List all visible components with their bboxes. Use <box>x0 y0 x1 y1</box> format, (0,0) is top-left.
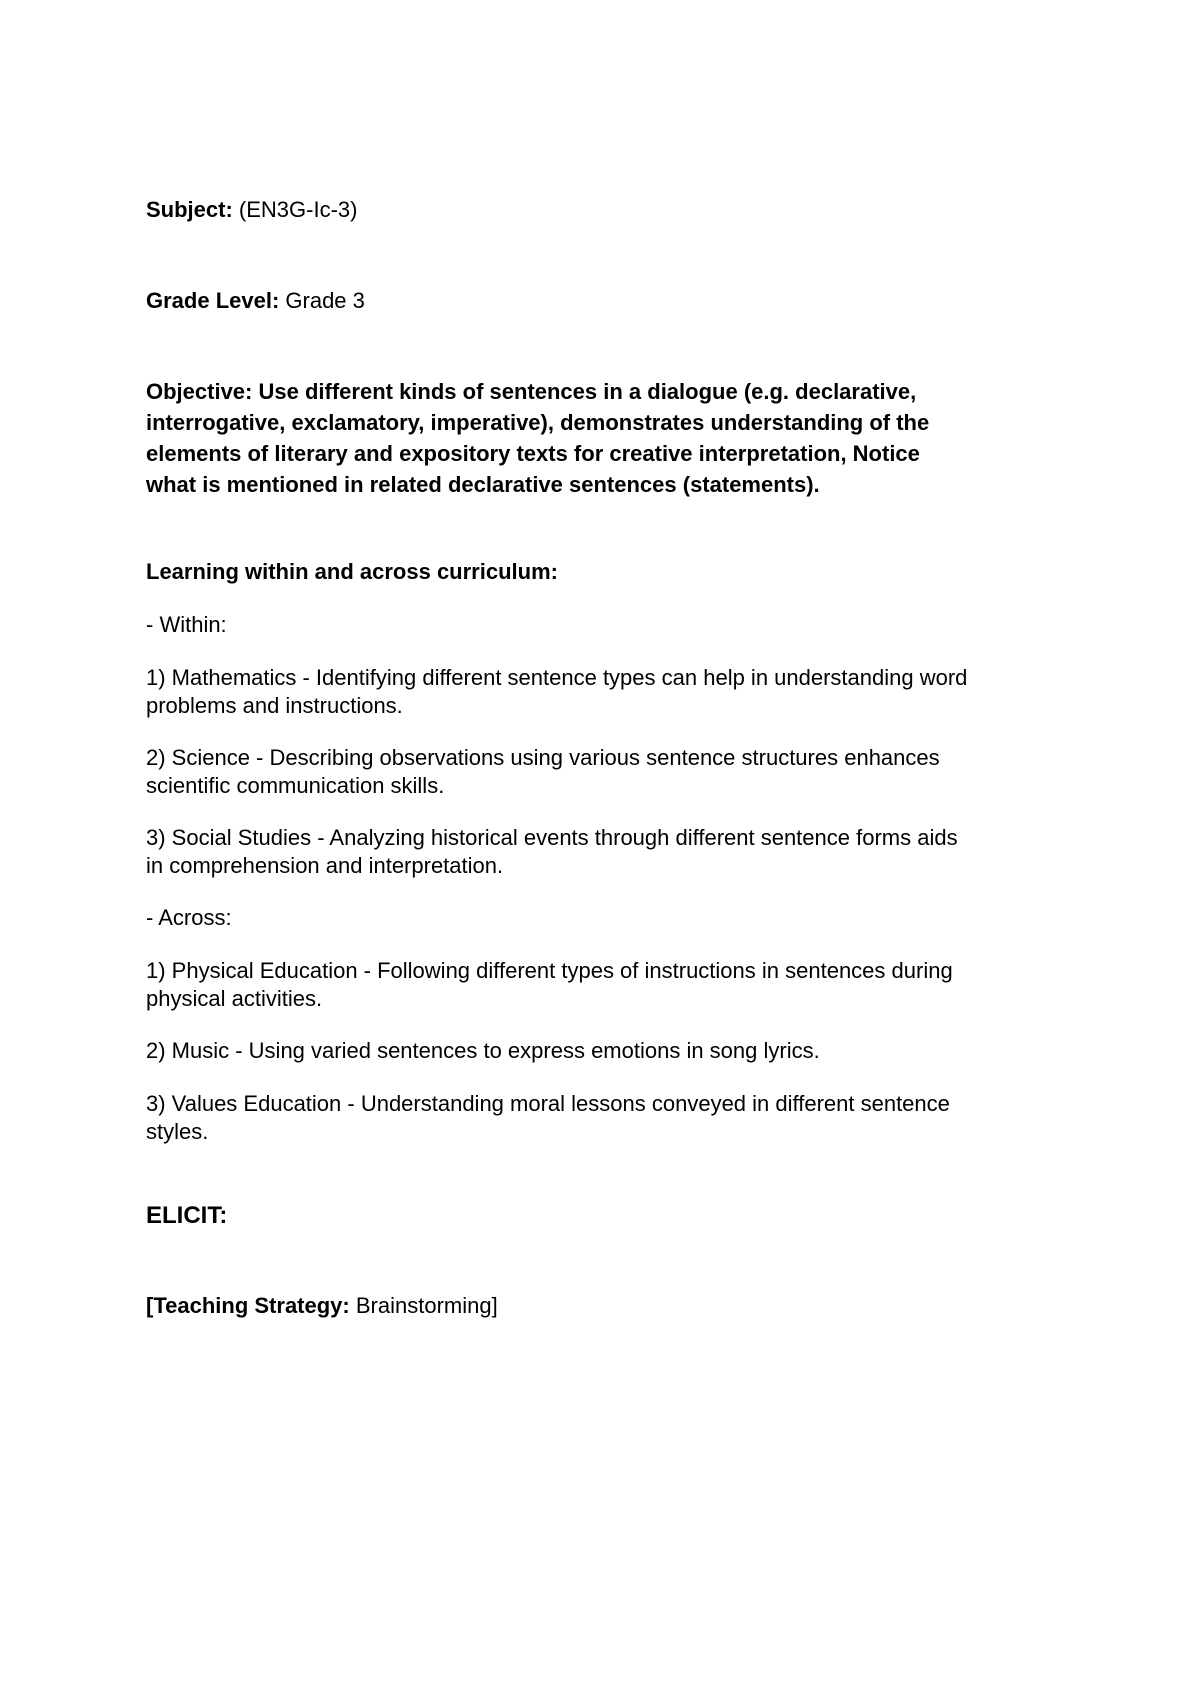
teaching-strategy-open-bracket: [ <box>146 1293 154 1318</box>
objective-line-2: interrogative, exclamatory, imperative), demonstrates understanding of the <box>146 410 930 435</box>
teaching-strategy-line <box>146 1292 498 1320</box>
across-item-1-line-2: physical activities. <box>146 986 323 1011</box>
within-item-2-line-1: 2) Science - Describing observations using various sentence structures enhances <box>146 745 940 770</box>
objective-line-4: what is mentioned in related declarative sentences (statements). <box>146 472 820 497</box>
grade-level-line <box>146 287 365 315</box>
across-item-3-line-1: 3) Values Education - Understanding moral lessons conveyed in different sentence <box>146 1091 950 1116</box>
teaching-strategy-value: Brainstorming] <box>349 1293 498 1318</box>
across-item-3-line-2: styles. <box>146 1119 209 1144</box>
subject-label: Subject: <box>146 197 233 222</box>
across-label: - Across: <box>146 905 232 930</box>
elicit-heading: ELICIT: <box>146 1202 228 1229</box>
subject-line <box>146 196 357 224</box>
within-item-3-line-1: 3) Social Studies - Analyzing historical events through different sentence forms aids <box>146 825 958 850</box>
grade-level-value: Grade 3 <box>279 288 365 313</box>
across-item-1-line-1: 1) Physical Education - Following different types of instructions in sentences during <box>146 958 953 983</box>
within-item-3-line-2: in comprehension and interpretation. <box>146 853 504 878</box>
objective-line-1 <box>146 378 916 406</box>
within-item-1-line-2: problems and instructions. <box>146 693 403 718</box>
objective-text-1: Use different kinds of sentences in a dialogue (e.g. declarative, <box>252 379 917 404</box>
across-item-2-line-1: 2) Music - Using varied sentences to express emotions in song lyrics. <box>146 1038 820 1063</box>
teaching-strategy-label: Teaching Strategy: <box>153 1293 350 1318</box>
within-item-2-line-2: scientific communication skills. <box>146 773 445 798</box>
grade-level-label: Grade Level: <box>146 288 280 313</box>
subject-value: (EN3G-Ic-3) <box>232 197 358 222</box>
within-item-1-line-1: 1) Mathematics - Identifying different sentence types can help in understanding word <box>146 665 968 690</box>
learning-heading: Learning within and across curriculum: <box>146 559 558 584</box>
within-label: - Within: <box>146 612 227 637</box>
objective-label: Objective: <box>146 379 253 404</box>
objective-line-3: elements of literary and expository texts for creative interpretation, Notice <box>146 441 920 466</box>
